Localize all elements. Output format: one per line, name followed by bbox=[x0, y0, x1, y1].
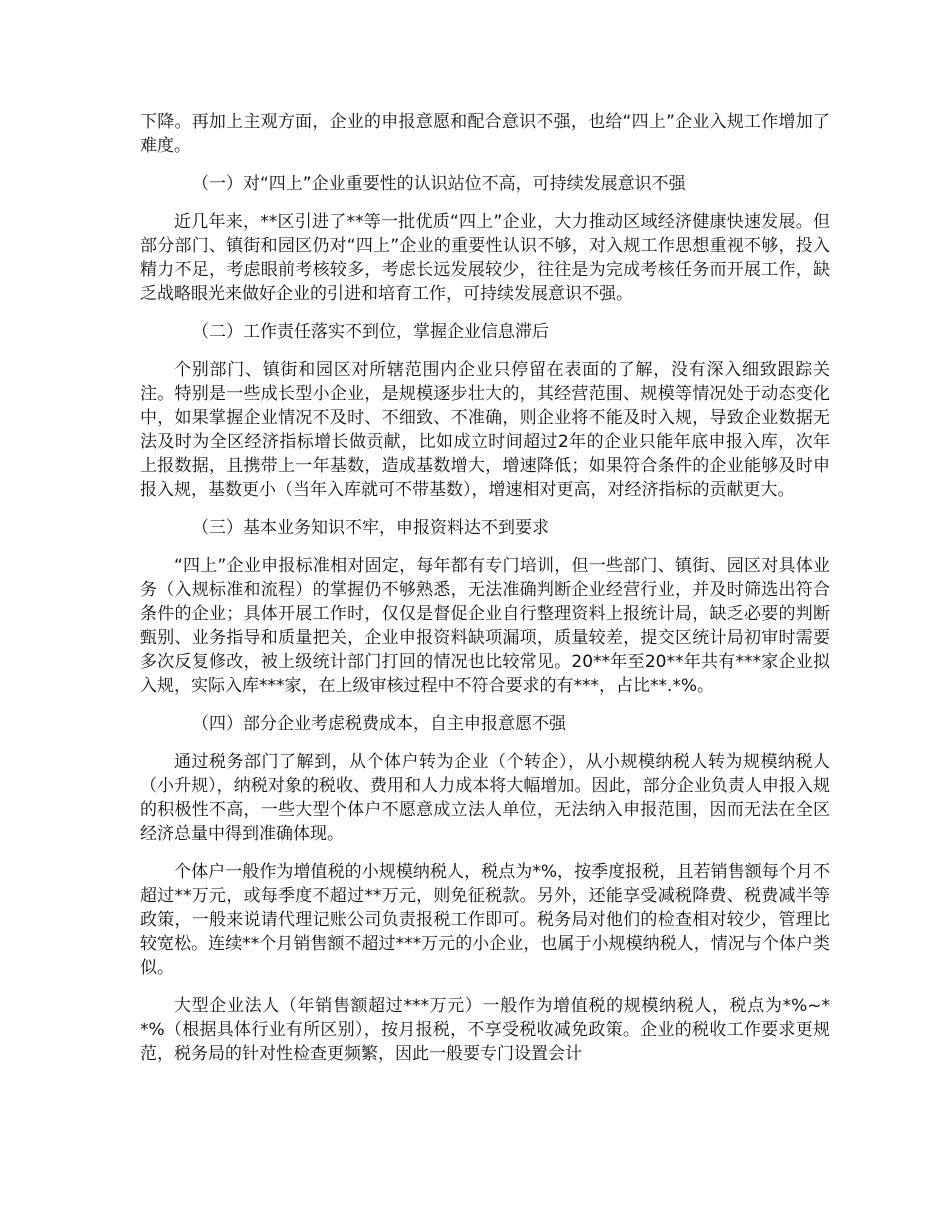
paragraph-section-1: 近几年来，**区引进了**等一批优质“四上”企业，大力推动区域经济健康快速发展。但部分部门、镇街和园区仍对“四上”企业的重要性认识不够，对入规工作思想重视不够，投入精力不足，考虑眼前考核较多，考虑长远发展较少，往往是为完成考核任务而开展工作，缺乏战略眼光来做好企业的引进和培育工作，可持续发展意识不强。 bbox=[140, 212, 830, 304]
section-heading-3: （三）基本业务知识不牢，申报资料达不到要求 bbox=[192, 518, 549, 538]
paragraph-section-4b: 个体户一般作为增值税的小规模纳税人，税点为*%，按季度报税，且若销售额每个月不超过**万元，或每季度不超过**万元，则免征税款。另外，还能享受减税降费、税费减半等政策，一般来说请代理记账公司负责报税工作即可。税务局对他们的检查相对较少，管理比较宽松。连续**个月销售额不超过***万元的小企业，也属于小规模纳税人，情况与个体户类似。 bbox=[140, 862, 830, 978]
document-page bbox=[140, 110, 830, 1066]
section-heading-4: （四）部分企业考虑税费成本，自主申报意愿不强 bbox=[192, 714, 566, 734]
paragraph-section-2: 个别部门、镇街和园区对所辖范围内企业只停留在表面的了解，没有深入细致跟踪关注。特别是一些成长型小企业，是规模逐步壮大的，其经营范围、规模等情况处于动态变化中，如果掌握企业情况不及时、不细致、不准确，则企业将不能及时入规，导致企业数据无法及时为全区经济指标增长做贡献，比如成立时间超过2年的企业只能年底申报入库，次年上报数据，且携带上一年基数，造成基数增大，增速降低；如果符合条件的企业能够及时申报入规，基数更小（当年入库就可不带基数），增速相对更高，对经济指标的贡献更大。 bbox=[140, 360, 830, 500]
section-heading-2: （二）工作责任落实不到位，掌握企业信息滞后 bbox=[192, 322, 549, 342]
paragraph-section-4a: 通过税务部门了解到，从个体户转为企业（个转企），从小规模纳税人转为规模纳税人（小升规），纳税对象的税收、费用和人力成本将大幅增加。因此，部分企业负责人申报入规的积极性不高，一些大型个体户不愿意成立法人单位，无法纳入申报范围，因而无法在全区经济总量中得到准确体现。 bbox=[140, 752, 830, 844]
paragraph-intro: 下降。再加上主观方面，企业的申报意愿和配合意识不强，也给“四上”企业入规工作增加了难度。 bbox=[140, 112, 830, 156]
section-heading-1: （一）对“四上”企业重要性的认识站位不高，可持续发展意识不强 bbox=[192, 174, 686, 194]
paragraph-section-3: “四上”企业申报标准相对固定，每年都有专门培训，但一些部门、镇街、园区对具体业务（入规标准和流程）的掌握仍不够熟悉，无法准确判断企业经营行业，并及时筛选出符合条件的企业；具体开展工作时，仅仅是督促企业自行整理资料上报统计局，缺乏必要的判断甄别、业务指导和质量把关，企业申报资料缺项漏项，质量较差，提交区统计局初审时需要多次反复修改，被上级统计部门打回的情况也比较常见。20**年至20**年共有***家企业拟入规，实际入库***家，在上级审核过程中不符合要求的有***，占比**.*%。 bbox=[140, 556, 830, 696]
paragraph-section-4c: 大型企业法人（年销售额超过***万元）一般作为增值税的规模纳税人，税点为*%~**%（根据具体行业有所区别），按月报税，不享受税收减免政策。企业的税收工作要求更规范，税务局的针对性检查更频繁，因此一般要专门设置会计 bbox=[140, 996, 830, 1064]
